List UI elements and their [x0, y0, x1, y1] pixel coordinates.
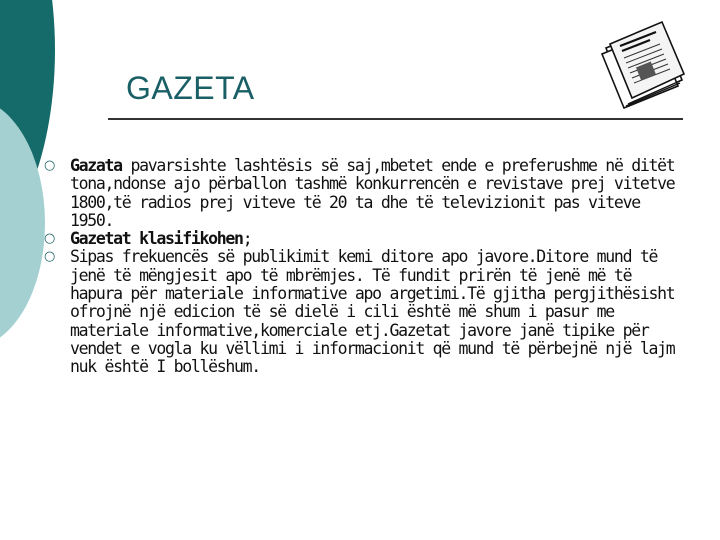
- body-bullet-list: [44, 157, 684, 377]
- hollow-circle-bullet-icon: [44, 248, 54, 266]
- slide-title: GAZETA: [126, 70, 255, 106]
- list-item: [44, 157, 684, 230]
- list-item-lead: Gazetat klasifikohen: [70, 229, 243, 249]
- hollow-circle-bullet-icon: [44, 230, 54, 248]
- list-item-text: pavarsishte lashtësis së saj,mbetet ende e preferushme në ditët tona,ndonse ajo përballon tashmë konkurrencën e revistave prej vitetve 1800,të radios prej viteve të 20 ta dhe të televizionit pas viteve 1950.: [70, 156, 675, 230]
- hollow-circle-bullet-icon: [44, 157, 54, 175]
- list-item-lead: Gazata: [70, 156, 122, 175]
- list-item-text: Sipas frekuencës së publikimit kemi ditore apo javore.Ditore mund të jenë të mëngjesit apo të mbrëmjes. Të fundit prirën të jenë më të hapura për materiale informative apo argetimi.Të gjitha pergjithësisht ofrojnë një edicion të së dielë i cili është më shum i pasur me materiale informative,komerciale etj.Gazetat javore janë tipike për vendet e vogla ku vëllimi i informacionit që mund të përbejnë një lajm nuk është I bollëshum.: [70, 247, 675, 377]
- list-item: [44, 248, 684, 376]
- title-underline: [108, 118, 683, 120]
- list-item: [44, 230, 684, 248]
- newspaper-stack-icon: [598, 18, 688, 110]
- list-item-text: ;: [242, 229, 252, 249]
